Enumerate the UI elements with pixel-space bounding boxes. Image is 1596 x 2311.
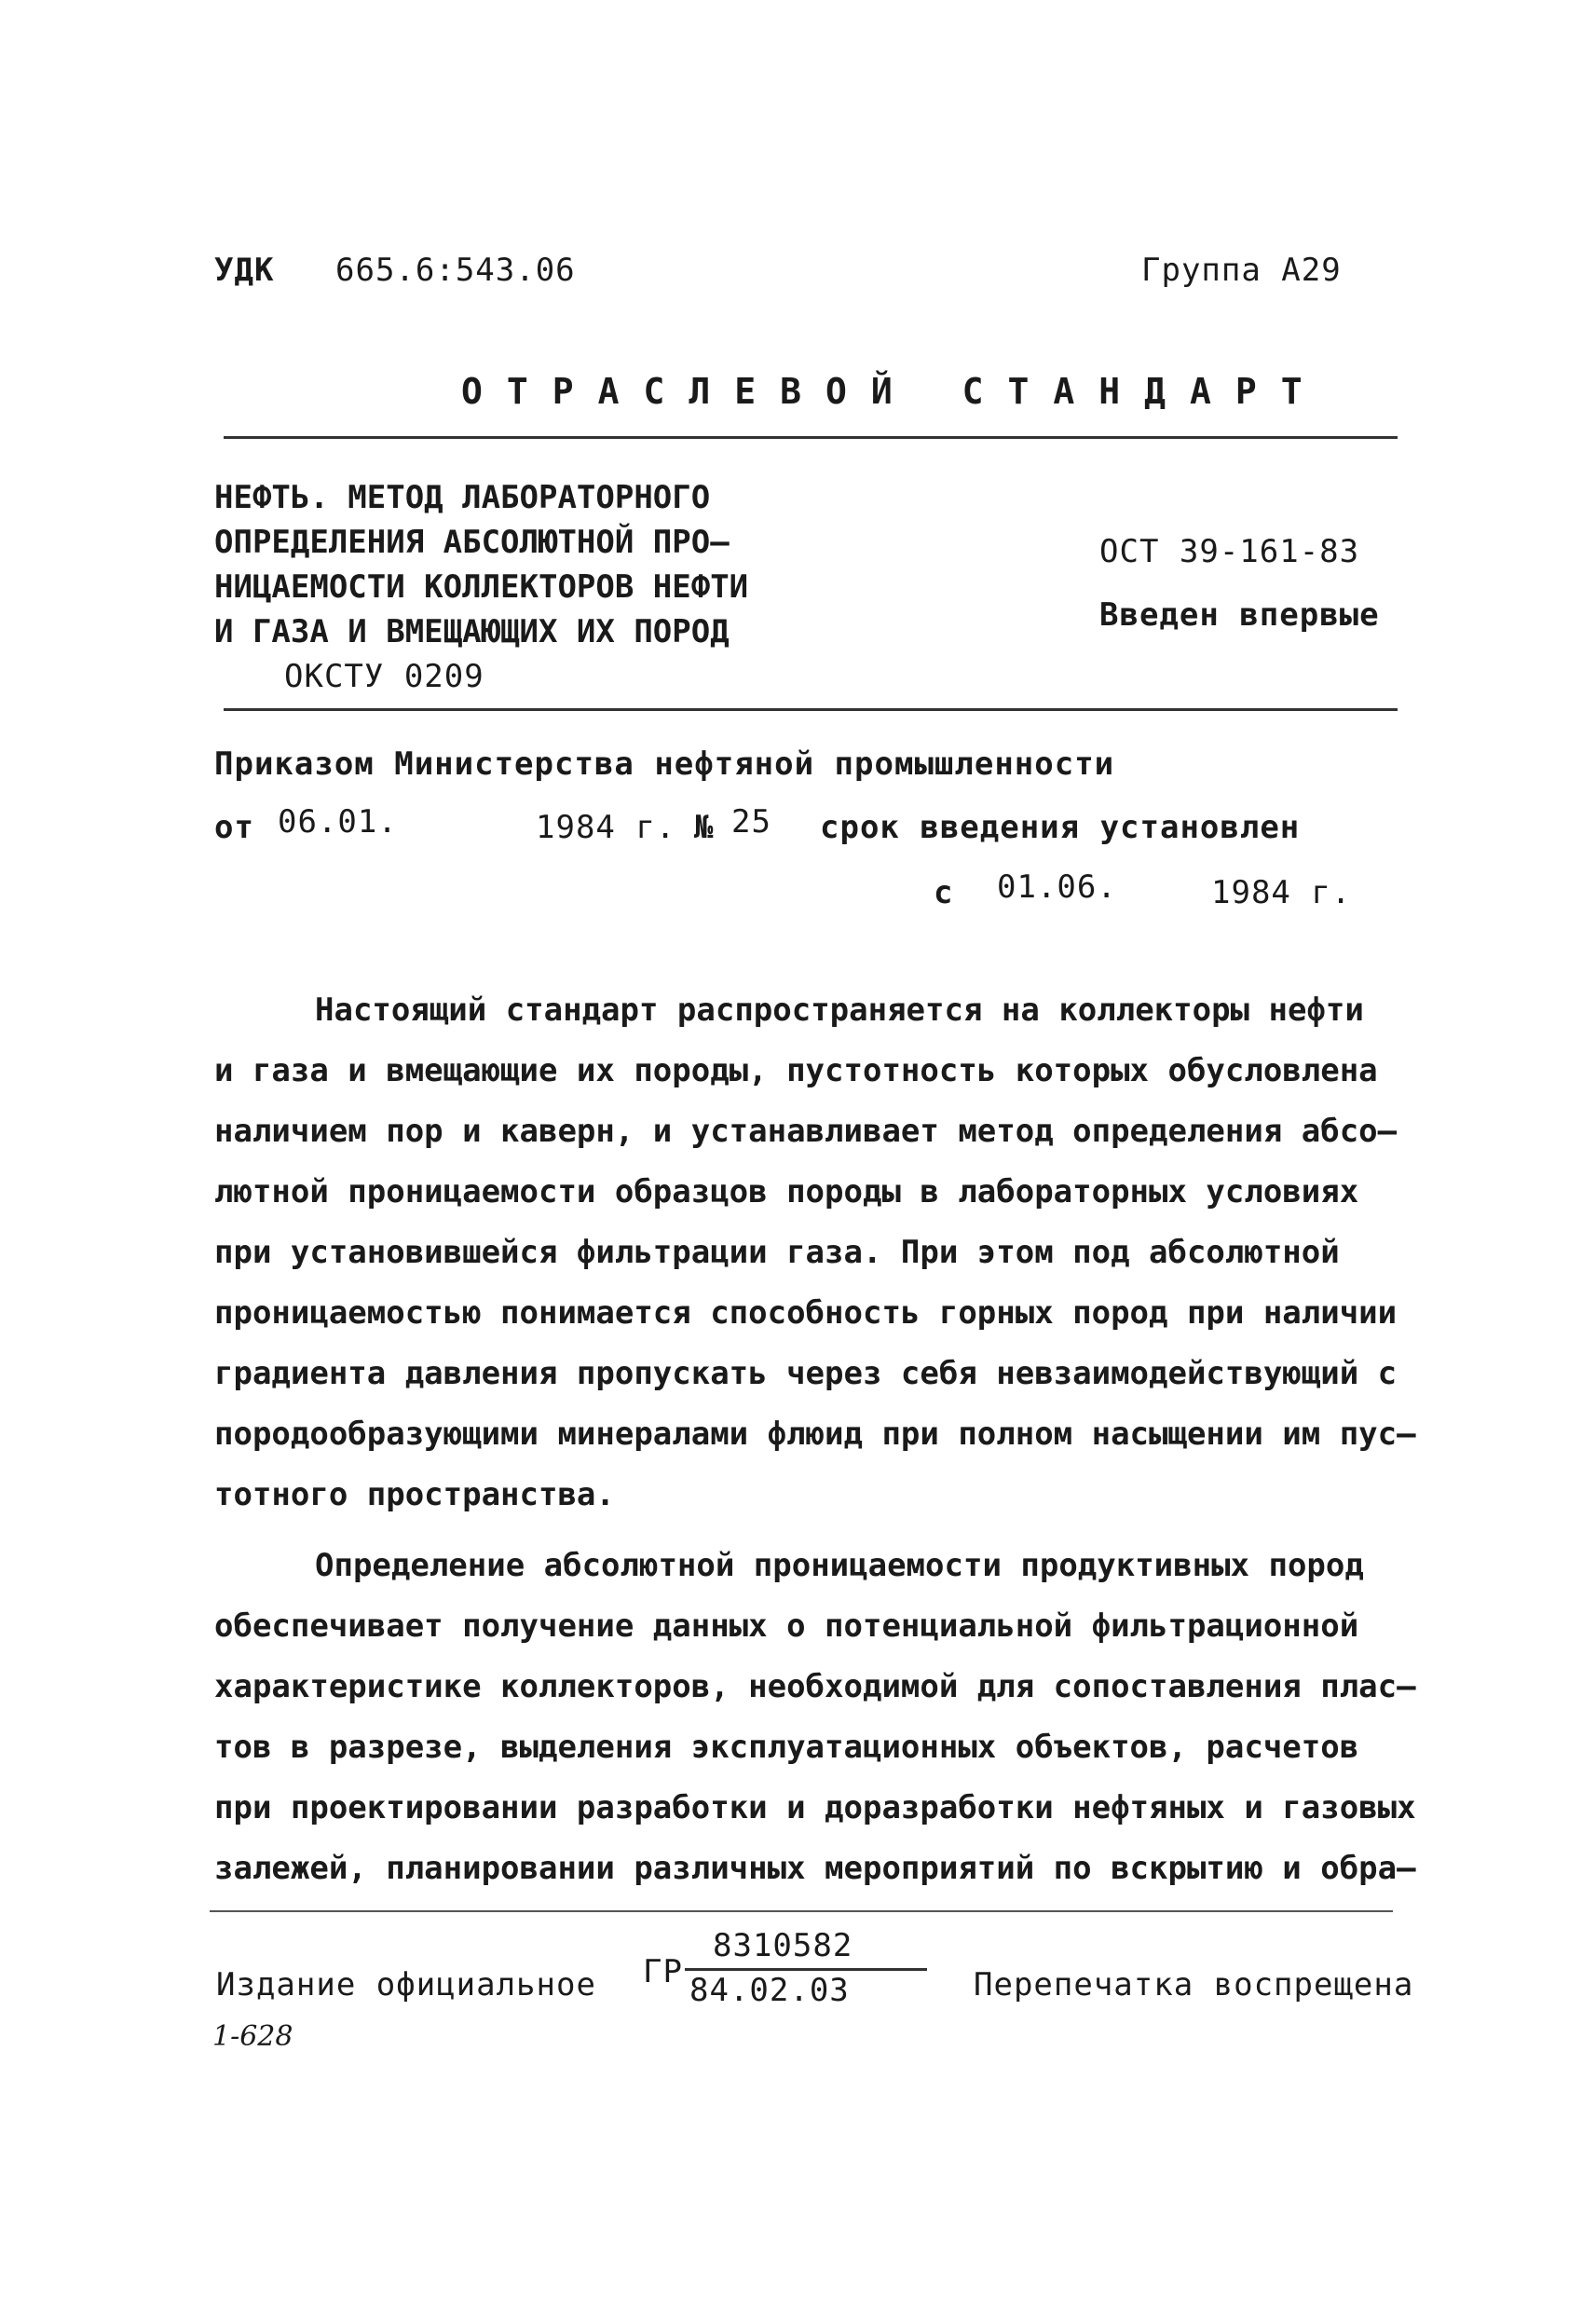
- title-divider: [224, 708, 1398, 711]
- gr-fraction-line: [685, 1968, 927, 1971]
- since-label: с: [934, 874, 954, 911]
- order-number: 25: [731, 803, 771, 841]
- paragraph-line: проницаемостью понимается способность горных пород при наличии: [214, 1294, 1398, 1332]
- paragraph-line: Настоящий стандарт распространяется на коллекторы нефти: [315, 991, 1364, 1029]
- paragraph-line: залежей, планировании различных мероприятий по вскрытию и обра–: [214, 1850, 1416, 1887]
- paragraph-line: градиента давления пропускать через себя невзаимодействующий с: [214, 1355, 1398, 1392]
- paragraph-2: [214, 1536, 1416, 1899]
- introduced-note: Введен впервые: [1099, 596, 1380, 634]
- edition-note: Издание официальное: [216, 1966, 596, 2003]
- title-line: НИЦАЕМОСТИ КОЛЛЕКТОРОВ НЕФТИ: [214, 568, 749, 606]
- reprint-note: Перепечатка воспрещена: [974, 1966, 1414, 2003]
- paragraph-line: обеспечивает получение данных о потенциальной фильтрационной: [214, 1607, 1359, 1645]
- paragraph-line: и газа и вмещающие их породы, пустотность которых обусловлена: [214, 1052, 1378, 1089]
- paragraph-line: при проектировании разработки и доразработки нефтяных и газовых: [214, 1789, 1416, 1826]
- group-label: Группа А29: [1141, 252, 1342, 289]
- standard-type-heading: ОТРАСЛЕВОЙ СТАНДАРТ: [461, 371, 1327, 412]
- term-text: срок введения установлен: [820, 809, 1301, 846]
- paragraph-line: тотного пространства.: [214, 1476, 615, 1513]
- order-line: Приказом Министерства нефтяной промышленности: [214, 745, 1115, 783]
- udk-value: 665.6:543.06: [335, 252, 576, 289]
- gr-number: 8310582: [713, 1927, 853, 1964]
- udk-label: УДК: [214, 252, 275, 289]
- paragraph-line: наличием пор и каверн, и устанавливает метод определения абсо–: [214, 1113, 1398, 1150]
- paragraph-line: при установившейся фильтрации газа. При этом под абсолютной: [214, 1234, 1340, 1271]
- title-line: ОПРЕДЕЛЕНИЯ АБСОЛЮТНОЙ ПРО–: [214, 524, 730, 561]
- title-line: И ГАЗА И ВМЕЩАЮЩИХ ИХ ПОРОД: [214, 613, 730, 650]
- gr-date: 84.02.03: [689, 1972, 850, 2009]
- paragraph-line: Определение абсолютной проницаемости продуктивных пород: [315, 1547, 1364, 1584]
- paragraph-line: характеристике коллекторов, необходимой для сопоставления плас–: [214, 1668, 1416, 1705]
- since-date: 01.06.: [997, 868, 1117, 906]
- paragraph-line: лютной проницаемости образцов породы в лабораторных условиях: [214, 1173, 1359, 1210]
- title-line: НЕФТЬ. МЕТОД ЛАБОРАТОРНОГО: [214, 479, 711, 516]
- document-title: [214, 475, 748, 654]
- footer-divider: [210, 1910, 1393, 1912]
- since-year: 1984 г.: [1211, 874, 1352, 911]
- order-number-label: №: [694, 809, 715, 846]
- paragraph-line: породообразующими минералами флюид при полном насыщении им пус–: [214, 1415, 1416, 1453]
- handwritten-note: 1-628: [212, 2020, 293, 2053]
- order-from-date: 06.01.: [278, 803, 398, 841]
- order-from-label: от: [214, 809, 254, 846]
- oksty-code: ОКСТУ 0209: [284, 658, 484, 695]
- paragraph-line: тов в разрезе, выделения эксплуатационных объектов, расчетов: [214, 1729, 1359, 1766]
- paragraph-1: [214, 980, 1416, 1525]
- standard-designation: ОСТ 39-161-83: [1099, 533, 1360, 570]
- order-year: 1984 г.: [536, 809, 676, 846]
- gr-label: ГР: [643, 1953, 683, 1990]
- top-divider: [224, 436, 1398, 439]
